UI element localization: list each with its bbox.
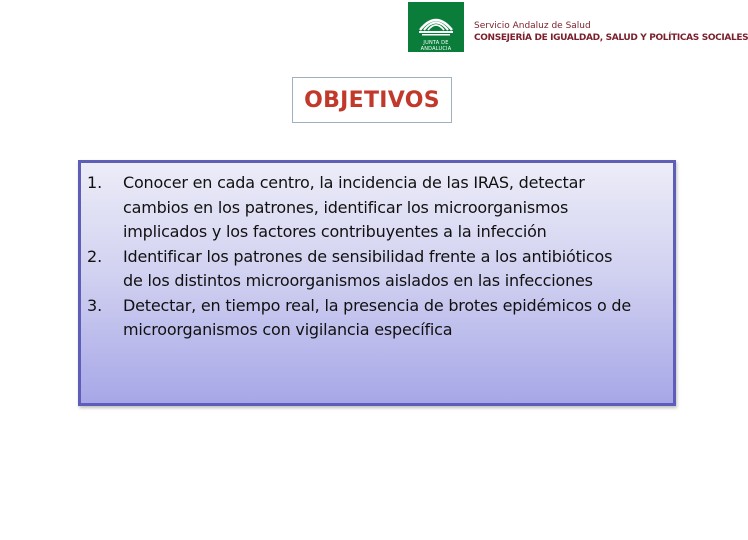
objective-text bbox=[123, 245, 655, 294]
slide-title: OBJETIVOS bbox=[304, 87, 440, 113]
objective-number: 2. bbox=[87, 246, 103, 266]
header-logo bbox=[408, 2, 748, 54]
objective-text bbox=[123, 294, 655, 343]
objectives-list bbox=[81, 171, 655, 343]
objective-item bbox=[81, 294, 655, 343]
objective-line: Detectar, en tiempo real, la presencia de brotes epidémicos o de bbox=[123, 295, 632, 315]
objective-line: microorganismos con vigilancia específica bbox=[123, 320, 453, 339]
objective-text bbox=[123, 171, 655, 245]
objective-line: Identificar los patrones de sensibilidad frente a los antibióticos bbox=[123, 246, 613, 266]
logo-caption: JUNTA DE ANDALUCIA bbox=[420, 40, 452, 52]
objective-item bbox=[81, 245, 655, 294]
objective-line: implicados y los factores contribuyentes a la infección bbox=[123, 222, 547, 241]
objective-line: cambios en los patrones, identificar los microorganismos bbox=[123, 197, 569, 217]
objective-number: 3. bbox=[87, 295, 103, 315]
objective-item bbox=[81, 171, 655, 245]
ministry-name: CONSEJERÍA DE IGUALDAD, SALUD Y POLÍTICAS SOCIALES bbox=[474, 33, 748, 43]
service-name: Servicio Andaluz de Salud bbox=[474, 21, 591, 31]
title-box bbox=[292, 77, 452, 123]
objective-line: de los distintos microorganismos aislados en las infecciones bbox=[123, 271, 593, 290]
junta-de-andalucia-emblem-icon bbox=[408, 2, 464, 52]
objective-number: 1. bbox=[87, 173, 103, 192]
objectives-panel bbox=[78, 160, 676, 406]
objective-line: Conocer en cada centro, la incidencia de las IRAS, detectar bbox=[123, 173, 585, 192]
